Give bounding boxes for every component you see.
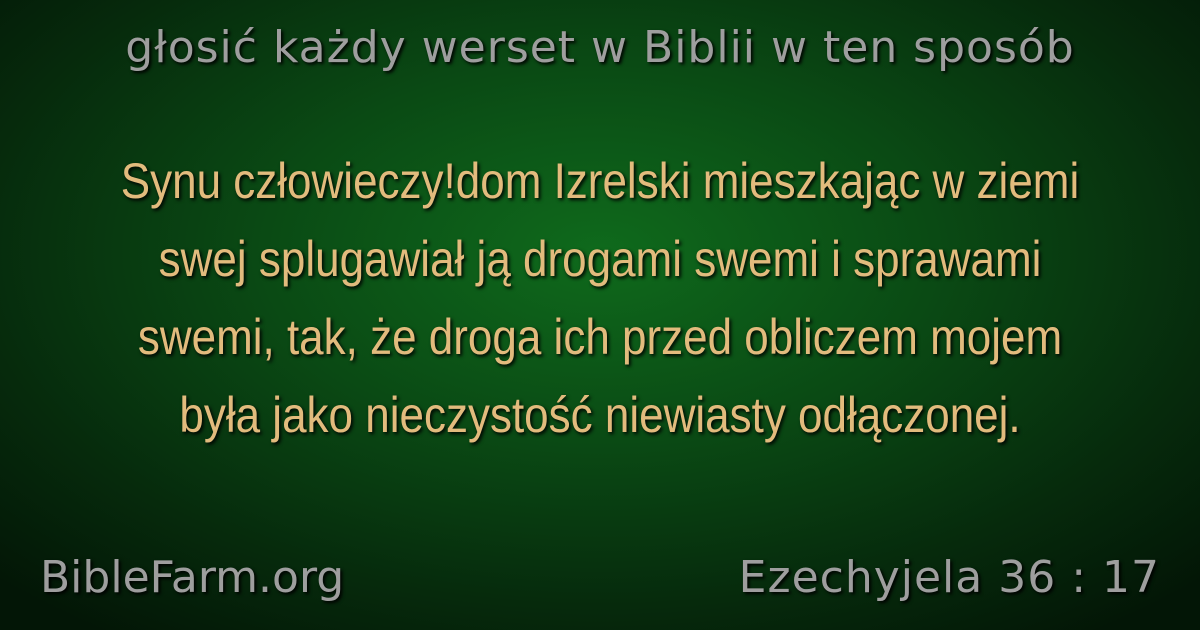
header-tagline: głosić każdy werset w Biblii w ten sposób xyxy=(125,22,1075,73)
verse-text: Synu człowieczy!dom Izrelski mieszkając w ziemi swej splugawiał ją drogami swemi i sprawami swemi, tak, że droga ich przed obliczem mojem była jako nieczystość niewiasty odłączonej. xyxy=(120,153,1080,443)
site-name: BibleFarm.org xyxy=(40,552,345,603)
verse-reference: Ezechyjela 36 : 17 xyxy=(738,552,1160,603)
